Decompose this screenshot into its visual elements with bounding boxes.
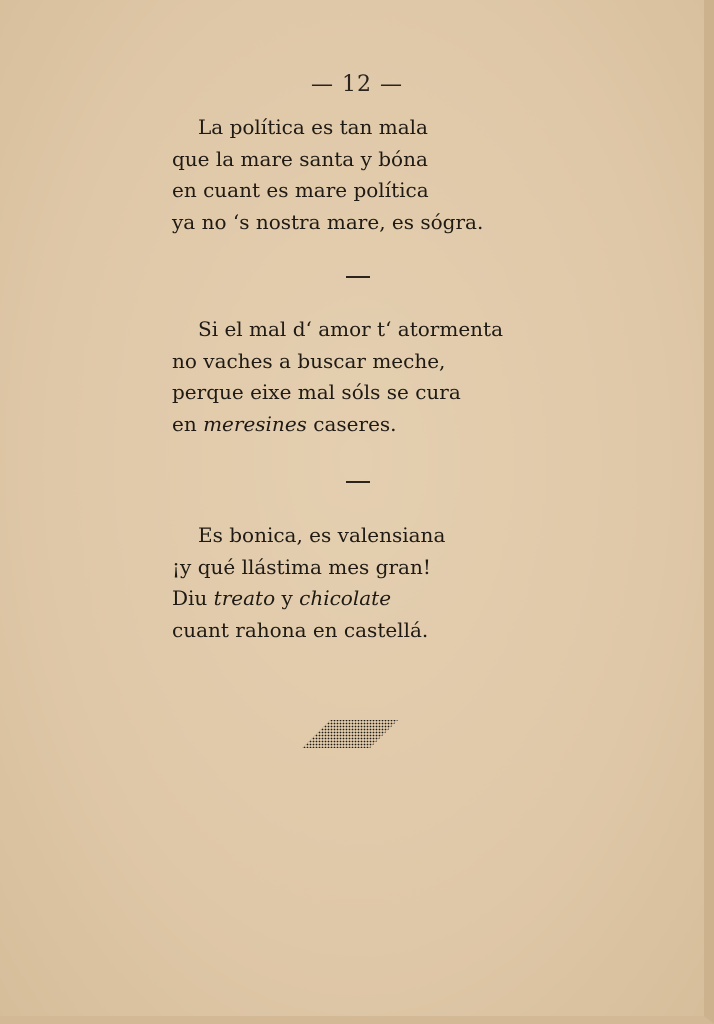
verse-line xyxy=(172,314,503,346)
verse-text: caseres. xyxy=(306,411,397,436)
verse-line xyxy=(172,520,445,552)
verse-line xyxy=(172,583,445,615)
verse-text: Si el mal d‘ amor t‘ atormenta xyxy=(198,317,504,341)
verse-text: en cuant es mare política xyxy=(172,178,429,202)
stanza-1 xyxy=(172,112,483,238)
italic-word: treato xyxy=(213,586,276,610)
page-number: — 12 — xyxy=(311,72,403,97)
verse-line xyxy=(172,207,483,239)
verse-text: ¡y qué llástima mes gran! xyxy=(172,554,431,579)
verse-text: perque eixe mal sóls se cura xyxy=(172,380,461,404)
section-divider xyxy=(346,276,370,278)
verse-text: en xyxy=(172,411,204,436)
verse-text: Es bonica, es valensiana xyxy=(198,523,446,547)
italic-word: chicolate xyxy=(299,586,392,610)
verse-line xyxy=(172,409,503,441)
stanza-2 xyxy=(172,314,503,440)
verse-text: Diu xyxy=(172,586,214,610)
italic-word: meresines xyxy=(203,411,307,436)
verse-text: que la mare santa y bóna xyxy=(172,146,428,171)
verse-text: La política es tan mala xyxy=(198,115,428,139)
verse-line xyxy=(172,175,483,207)
section-divider xyxy=(346,481,370,483)
verse-line xyxy=(172,112,483,144)
stanza-3 xyxy=(172,520,445,646)
verse-text: no vaches a buscar meche, xyxy=(172,348,446,373)
verse-line xyxy=(172,615,445,647)
verse-text: ya no ‘s nostra mare, es sógra. xyxy=(172,209,484,234)
verse-line xyxy=(172,552,445,584)
verse-text: y xyxy=(275,586,300,610)
verse-line xyxy=(172,346,503,378)
dotted-rhombus-ornament-icon xyxy=(300,716,400,757)
verse-line xyxy=(172,144,483,176)
verse-line xyxy=(172,377,503,409)
verse-text: cuant rahona en castellá. xyxy=(172,617,429,642)
